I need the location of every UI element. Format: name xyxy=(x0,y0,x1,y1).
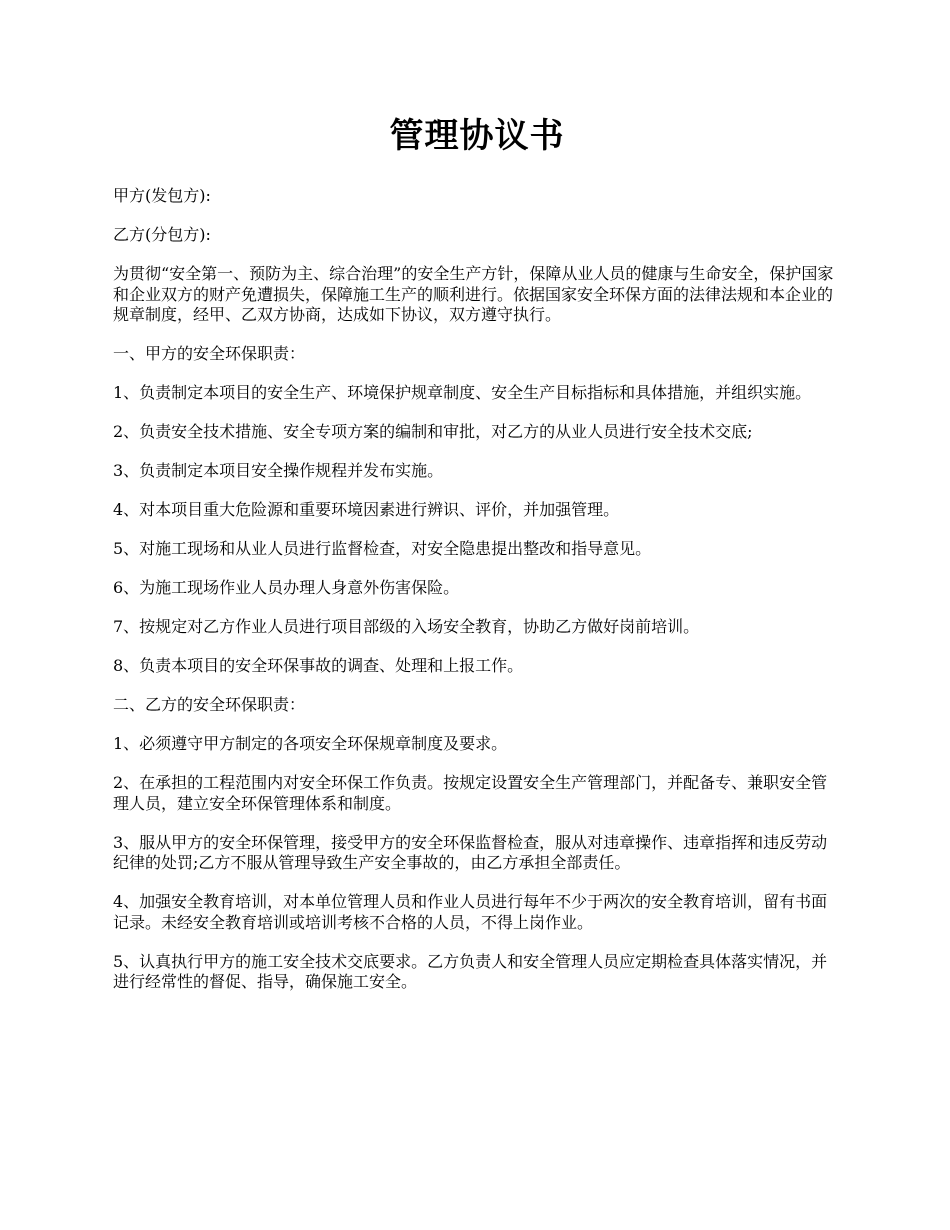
preamble-paragraph: 为贯彻“安全第一、预防为主、综合治理”的安全生产方针，保障从业人员的健康与生命安全，保护国家和企业双方的财产免遭损失，保障施工生产的顺利进行。依据国家安全环保方面的法律法规和本企业的规章制度，经甲、乙双方协商，达成如下协议，双方遵守执行。 xyxy=(113,264,834,324)
party-a-clause-5: 5、对施工现场和从业人员进行监督检查，对安全隐患提出整改和指导意见。 xyxy=(113,539,652,558)
party-a-clause-6: 6、为施工现场作业人员办理人身意外伤害保险。 xyxy=(113,578,460,597)
party-b-clause-1: 1、必须遵守甲方制定的各项安全环保规章制度及要求。 xyxy=(113,734,508,753)
document-body xyxy=(113,112,841,1011)
section-heading-party-a: 一、甲方的安全环保职责： xyxy=(113,344,306,363)
party-b-clause-2: 2、在承担的工程范围内对安全环保工作负责。按规定设置安全生产管理部门，并配备专、兼职安全管理人员，建立安全环保管理体系和制度。 xyxy=(113,773,828,813)
party-a-clause-7: 7、按规定对乙方作业人员进行项目部级的入场安全教育，协助乙方做好岗前培训。 xyxy=(113,617,700,636)
party-a-clause-4: 4、对本项目重大危险源和重要环境因素进行辨识、评价，并加强管理。 xyxy=(113,500,620,519)
party-b-clause-3: 3、服从甲方的安全环保管理，接受甲方的安全环保监督检查，服从对违章操作、违章指挥和违反劳动纪律的处罚;乙方不服从管理导致生产安全事故的，由乙方承担全部责任。 xyxy=(113,832,828,872)
party-a-clause-3: 3、负责制定本项目安全操作规程并发布实施。 xyxy=(113,461,444,480)
party-a-clause-1: 1、负责制定本项目的安全生产、环境保护规章制度、安全生产目标指标和具体措施，并组织实施。 xyxy=(113,383,812,402)
party-b-clause-4: 4、加强安全教育培训，对本单位管理人员和作业人员进行每年不少于两次的安全教育培训，留有书面记录。未经安全教育培训或培训考核不合格的人员，不得上岗作业。 xyxy=(113,892,828,932)
party-a-clause-2: 2、负责安全技术措施、安全专项方案的编制和审批，对乙方的从业人员进行安全技术交底; xyxy=(113,422,753,441)
party-a-clause-8: 8、负责本项目的安全环保事故的调查、处理和上报工作。 xyxy=(113,656,524,675)
party-b-clause-5: 5、认真执行甲方的施工安全技术交底要求。乙方负责人和安全管理人员应定期检查具体落实情况，并进行经常性的督促、指导，确保施工安全。 xyxy=(113,951,828,991)
party-b-line: 乙方(分包方): xyxy=(113,225,211,244)
party-a-line: 甲方(发包方): xyxy=(113,186,211,205)
document-title: 管理协议书 xyxy=(389,116,565,156)
section-heading-party-b: 二、乙方的安全环保职责： xyxy=(113,695,306,714)
